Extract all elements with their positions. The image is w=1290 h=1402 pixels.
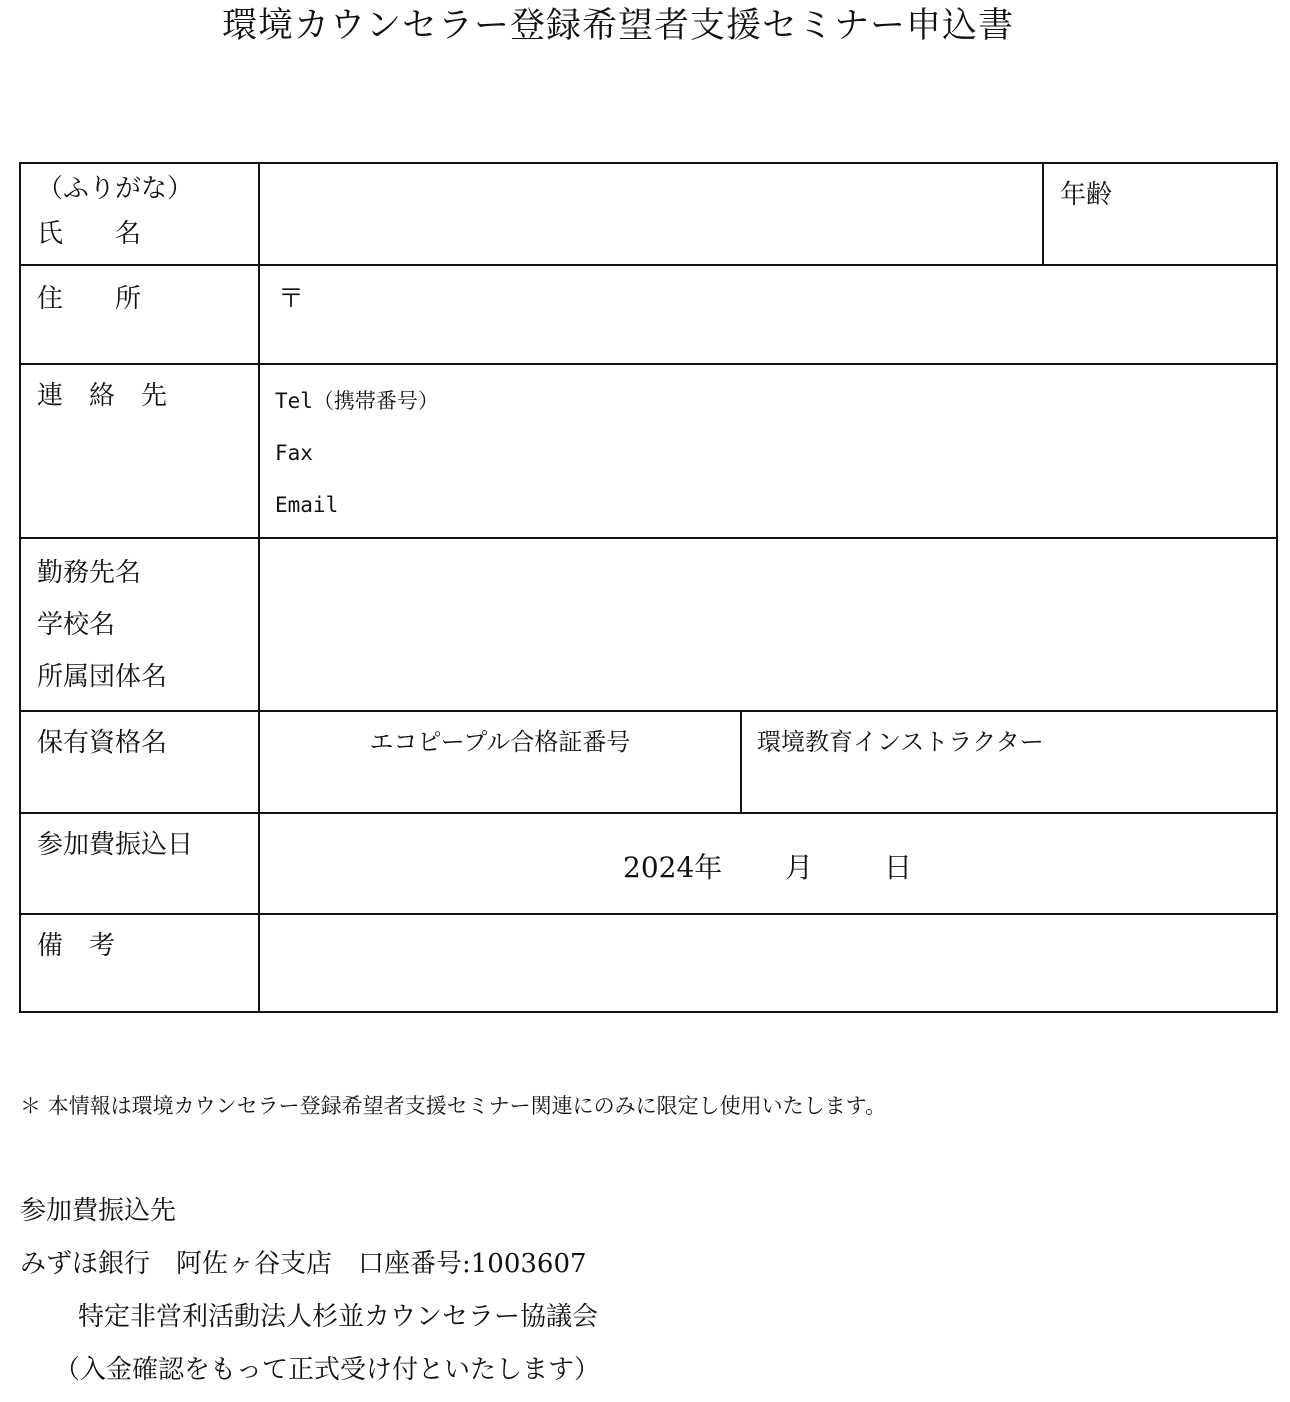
ecopeople-cell[interactable] <box>259 711 741 813</box>
workplace-input-cell[interactable] <box>259 538 1277 711</box>
remarks-label: 備 考 <box>37 931 116 961</box>
contact-label-cell <box>20 364 259 538</box>
name-label-cell <box>20 163 259 265</box>
remarks-input-cell[interactable] <box>259 914 1277 1012</box>
application-form <box>19 162 1278 1013</box>
payment-day: 日 <box>884 851 913 884</box>
tel-label: Tel（携帯番号） <box>275 389 439 413</box>
remarks-row <box>20 914 1277 1012</box>
payment-date-input-cell[interactable] <box>259 813 1277 914</box>
organization-label: 所属団体名 <box>37 662 168 692</box>
payment-year: 2024年 <box>623 851 723 884</box>
qualification-row <box>20 711 1277 813</box>
payment-date-label: 参加費振込日 <box>37 830 194 860</box>
ecopeople-label: エコピープル合格証番号 <box>369 728 631 756</box>
address-input-cell[interactable] <box>259 265 1277 364</box>
contact-label: 連 絡 先 <box>37 381 168 411</box>
account-holder: 特定非営利活動法人杉並カウンセラー協議会 <box>78 1302 599 1332</box>
workplace-label: 勤務先名 <box>37 558 142 588</box>
instructor-label: 環境教育インストラクター <box>757 728 1044 756</box>
payment-month: 月 <box>785 851 814 884</box>
remarks-label-cell <box>20 914 259 1012</box>
confirmation-note: （入金確認をもって正式受け付といたします） <box>54 1355 601 1385</box>
page-title: 環境カウンセラー登録希望者支援セミナー申込書 <box>221 6 1014 46</box>
payment-heading: 参加費振込先 <box>20 1196 177 1226</box>
postal-mark: 〒 <box>278 284 305 314</box>
furigana-label: （ふりがな） <box>37 174 194 204</box>
name-row <box>20 163 1277 265</box>
contact-row <box>20 364 1277 538</box>
age-cell[interactable] <box>1043 163 1277 265</box>
address-row <box>20 265 1277 364</box>
bank-account: みずほ銀行 阿佐ヶ谷支店 口座番号:1003607 <box>20 1249 587 1279</box>
school-label: 学校名 <box>37 610 116 640</box>
payment-date-label-cell <box>20 813 259 914</box>
fax-label: Fax <box>275 441 313 465</box>
workplace-label-cell <box>20 538 259 711</box>
qualification-label-cell <box>20 711 259 813</box>
address-label: 住 所 <box>37 284 142 314</box>
age-label: 年齢 <box>1060 180 1113 210</box>
qualification-label: 保有資格名 <box>37 728 168 758</box>
privacy-note: ＊ 本情報は環境カウンセラー登録希望者支援セミナー関連にのみに限定し使用いたします。 <box>20 1094 886 1118</box>
address-label-cell <box>20 265 259 364</box>
name-label: 氏 名 <box>37 219 142 249</box>
email-label: Email <box>275 493 339 517</box>
instructor-cell[interactable] <box>741 711 1277 813</box>
workplace-row <box>20 538 1277 711</box>
payment-date-row <box>20 813 1277 914</box>
contact-input-cell[interactable] <box>259 364 1277 538</box>
name-input-cell[interactable] <box>259 163 1043 265</box>
